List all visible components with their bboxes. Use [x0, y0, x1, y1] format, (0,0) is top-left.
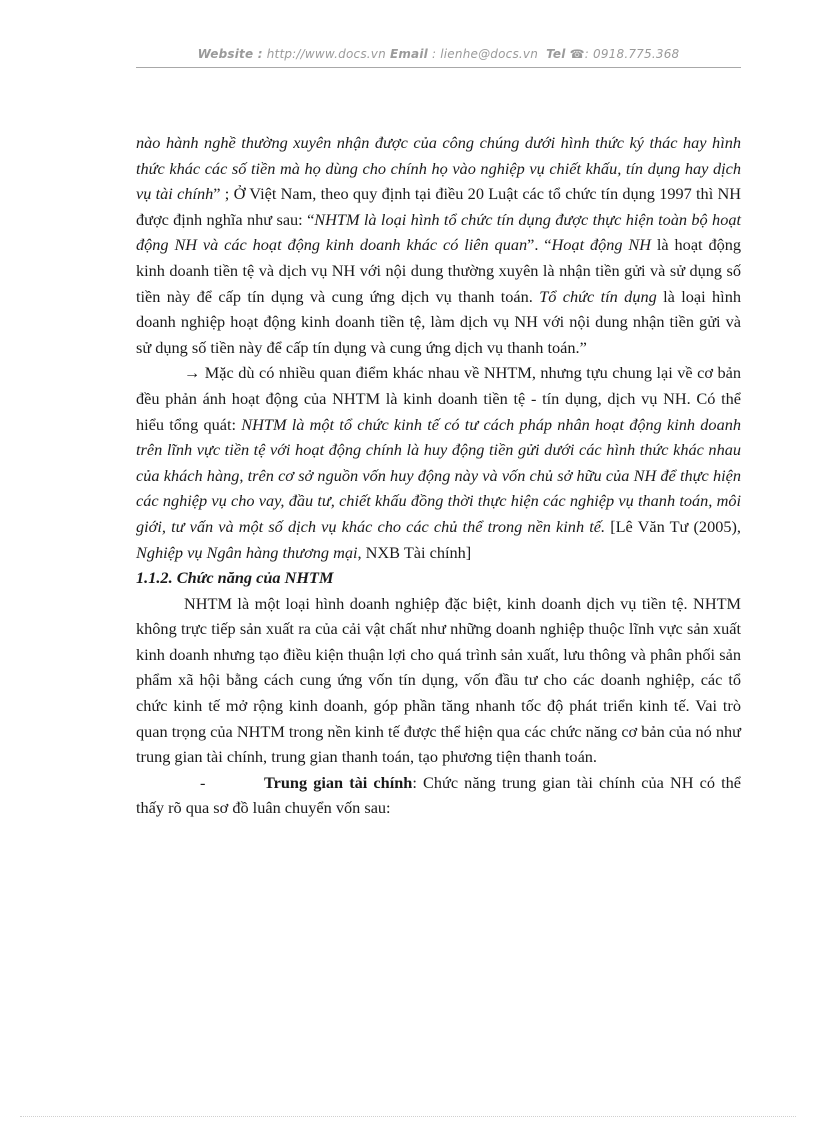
- email-link[interactable]: : lienhe@docs.vn: [431, 47, 539, 61]
- arrow-icon: →: [184, 363, 201, 383]
- paragraph-functions: NHTM là một loại hình doanh nghiệp đặc biệt, kinh doanh dịch vụ tiền tệ. NHTM không trực tiếp sản xuất ra của cải vật chất như những doanh nghiệp thuộc lĩnh vực sản xuất kinh doanh nhưng tạo điều kiện thuận lợi cho quá trình sản xuất, lưu thông và phân phối sản phẩm xã hội bằng cách cung ứng vốn tín dụng, vốn đầu tư cho các doanh nghiệp, các tổ chức kinh tế mở rộng kinh doanh, góp phần tăng nhanh tốc độ phát triển kinh tế. Vai trò quan trọng của NHTM trong nền kinh tế được thể hiện qua các chức năng cơ bản của nó như trung gian tài chính, trung gian thanh toán, tạo phương tiện thanh toán.: [136, 593, 741, 767]
- paragraph-text: ” ; Ở Việt Nam, theo quy định tại điều 20 Luật các tổ chức tín dụng 1997 thì NH được định nghĩa như sau: “: [136, 184, 742, 229]
- bullet-term: Trung gian tài chính: [264, 772, 413, 792]
- bullet-item: [136, 770, 741, 821]
- paragraph-summary: [136, 360, 741, 565]
- section-heading: 1.1.2. Chức năng của NHTM: [136, 568, 334, 588]
- website-label: Website :: [197, 47, 263, 61]
- paragraph-definition: [136, 130, 741, 360]
- definition-italic: NHTM là một tổ chức kinh tế có tư cách pháp nhân hoạt động kinh doanh trên lĩnh vực tiền tệ với hoạt động chính là huy động tiền gửi dưới các hình thức khác nhau của khách hàng, trên cơ sở nguồn vốn huy động này và vốn chủ sở hữu của NH để thực hiện các nghiệp vụ cho vay, đầu tư, chiết khấu đồng thời thực hiện các nghiệp vụ thanh toán, môi giới, tư vấn và một số dịch vụ khác cho các chủ thể trong nền kinh tế.: [136, 414, 741, 536]
- page-footer-border: [20, 1116, 796, 1117]
- paragraph-text: , NXB Tài chính]: [357, 542, 472, 562]
- paragraph-text: Mặc dù có nhiều quan điểm khác nhau về NHTM, nhưng tựu chung lại về cơ bản đều phản ánh hoạt động của NHTM là kinh doanh tiền tệ - tín dụng, dịch vụ NH. Có thể hiểu tổng quát:: [136, 363, 741, 434]
- quote-italic: NHTM là loại hình tổ chức tín dụng được thực hiện toàn bộ hoạt động NH và các hoạt động kinh doanh khác có liên quan: [136, 209, 741, 255]
- bullet-text: : Chức năng trung gian tài chính của NH có thể thấy rõ qua sơ đồ luân chuyển vốn sau:: [136, 772, 741, 818]
- paragraph-text: là hoạt động kinh doanh tiền tệ và dịch vụ NH với nội dung thường xuyên là nhận tiền gửi và sử dụng số tiền này để cấp tín dụng và cung ứng dịch vụ thanh toán.: [136, 235, 742, 306]
- paragraph-text: [Lê Văn Tư (2005),: [605, 516, 741, 536]
- quote-italic: Tổ chức tín dụng: [539, 286, 657, 306]
- bullet-dash: -: [200, 772, 206, 792]
- document-body: [136, 130, 741, 821]
- phone-icon: ☎: [569, 47, 585, 61]
- header-divider: [136, 67, 741, 68]
- paragraph-text: ”. “: [527, 235, 552, 255]
- tel-label: Tel: [546, 47, 566, 61]
- paragraph-text: là loại hình doanh nghiệp hoạt động kinh doanh tiền tệ, làm dịch vụ NH với nội dung nhận tiền gửi và sử dụng số tiền này để cấp tín dụng và cung ứng dịch vụ thanh toán.”: [136, 286, 741, 357]
- citation-title: Nghiệp vụ Ngân hàng thương mại: [136, 542, 358, 562]
- tel-value: : 0918.775.368: [584, 47, 680, 61]
- quote-italic: nào hành nghề thường xuyên nhận được của công chúng dưới hình thức ký thác hay hình thức khác các số tiền mà họ dùng cho chính họ vào nghiệp vụ chiết khấu, tín dụng hay dịch vụ tài chính: [136, 133, 741, 204]
- email-label: Email: [389, 47, 428, 61]
- page-header: [136, 47, 741, 61]
- quote-italic: Hoạt động NH: [551, 235, 652, 255]
- website-link[interactable]: http://www.docs.vn: [266, 47, 386, 61]
